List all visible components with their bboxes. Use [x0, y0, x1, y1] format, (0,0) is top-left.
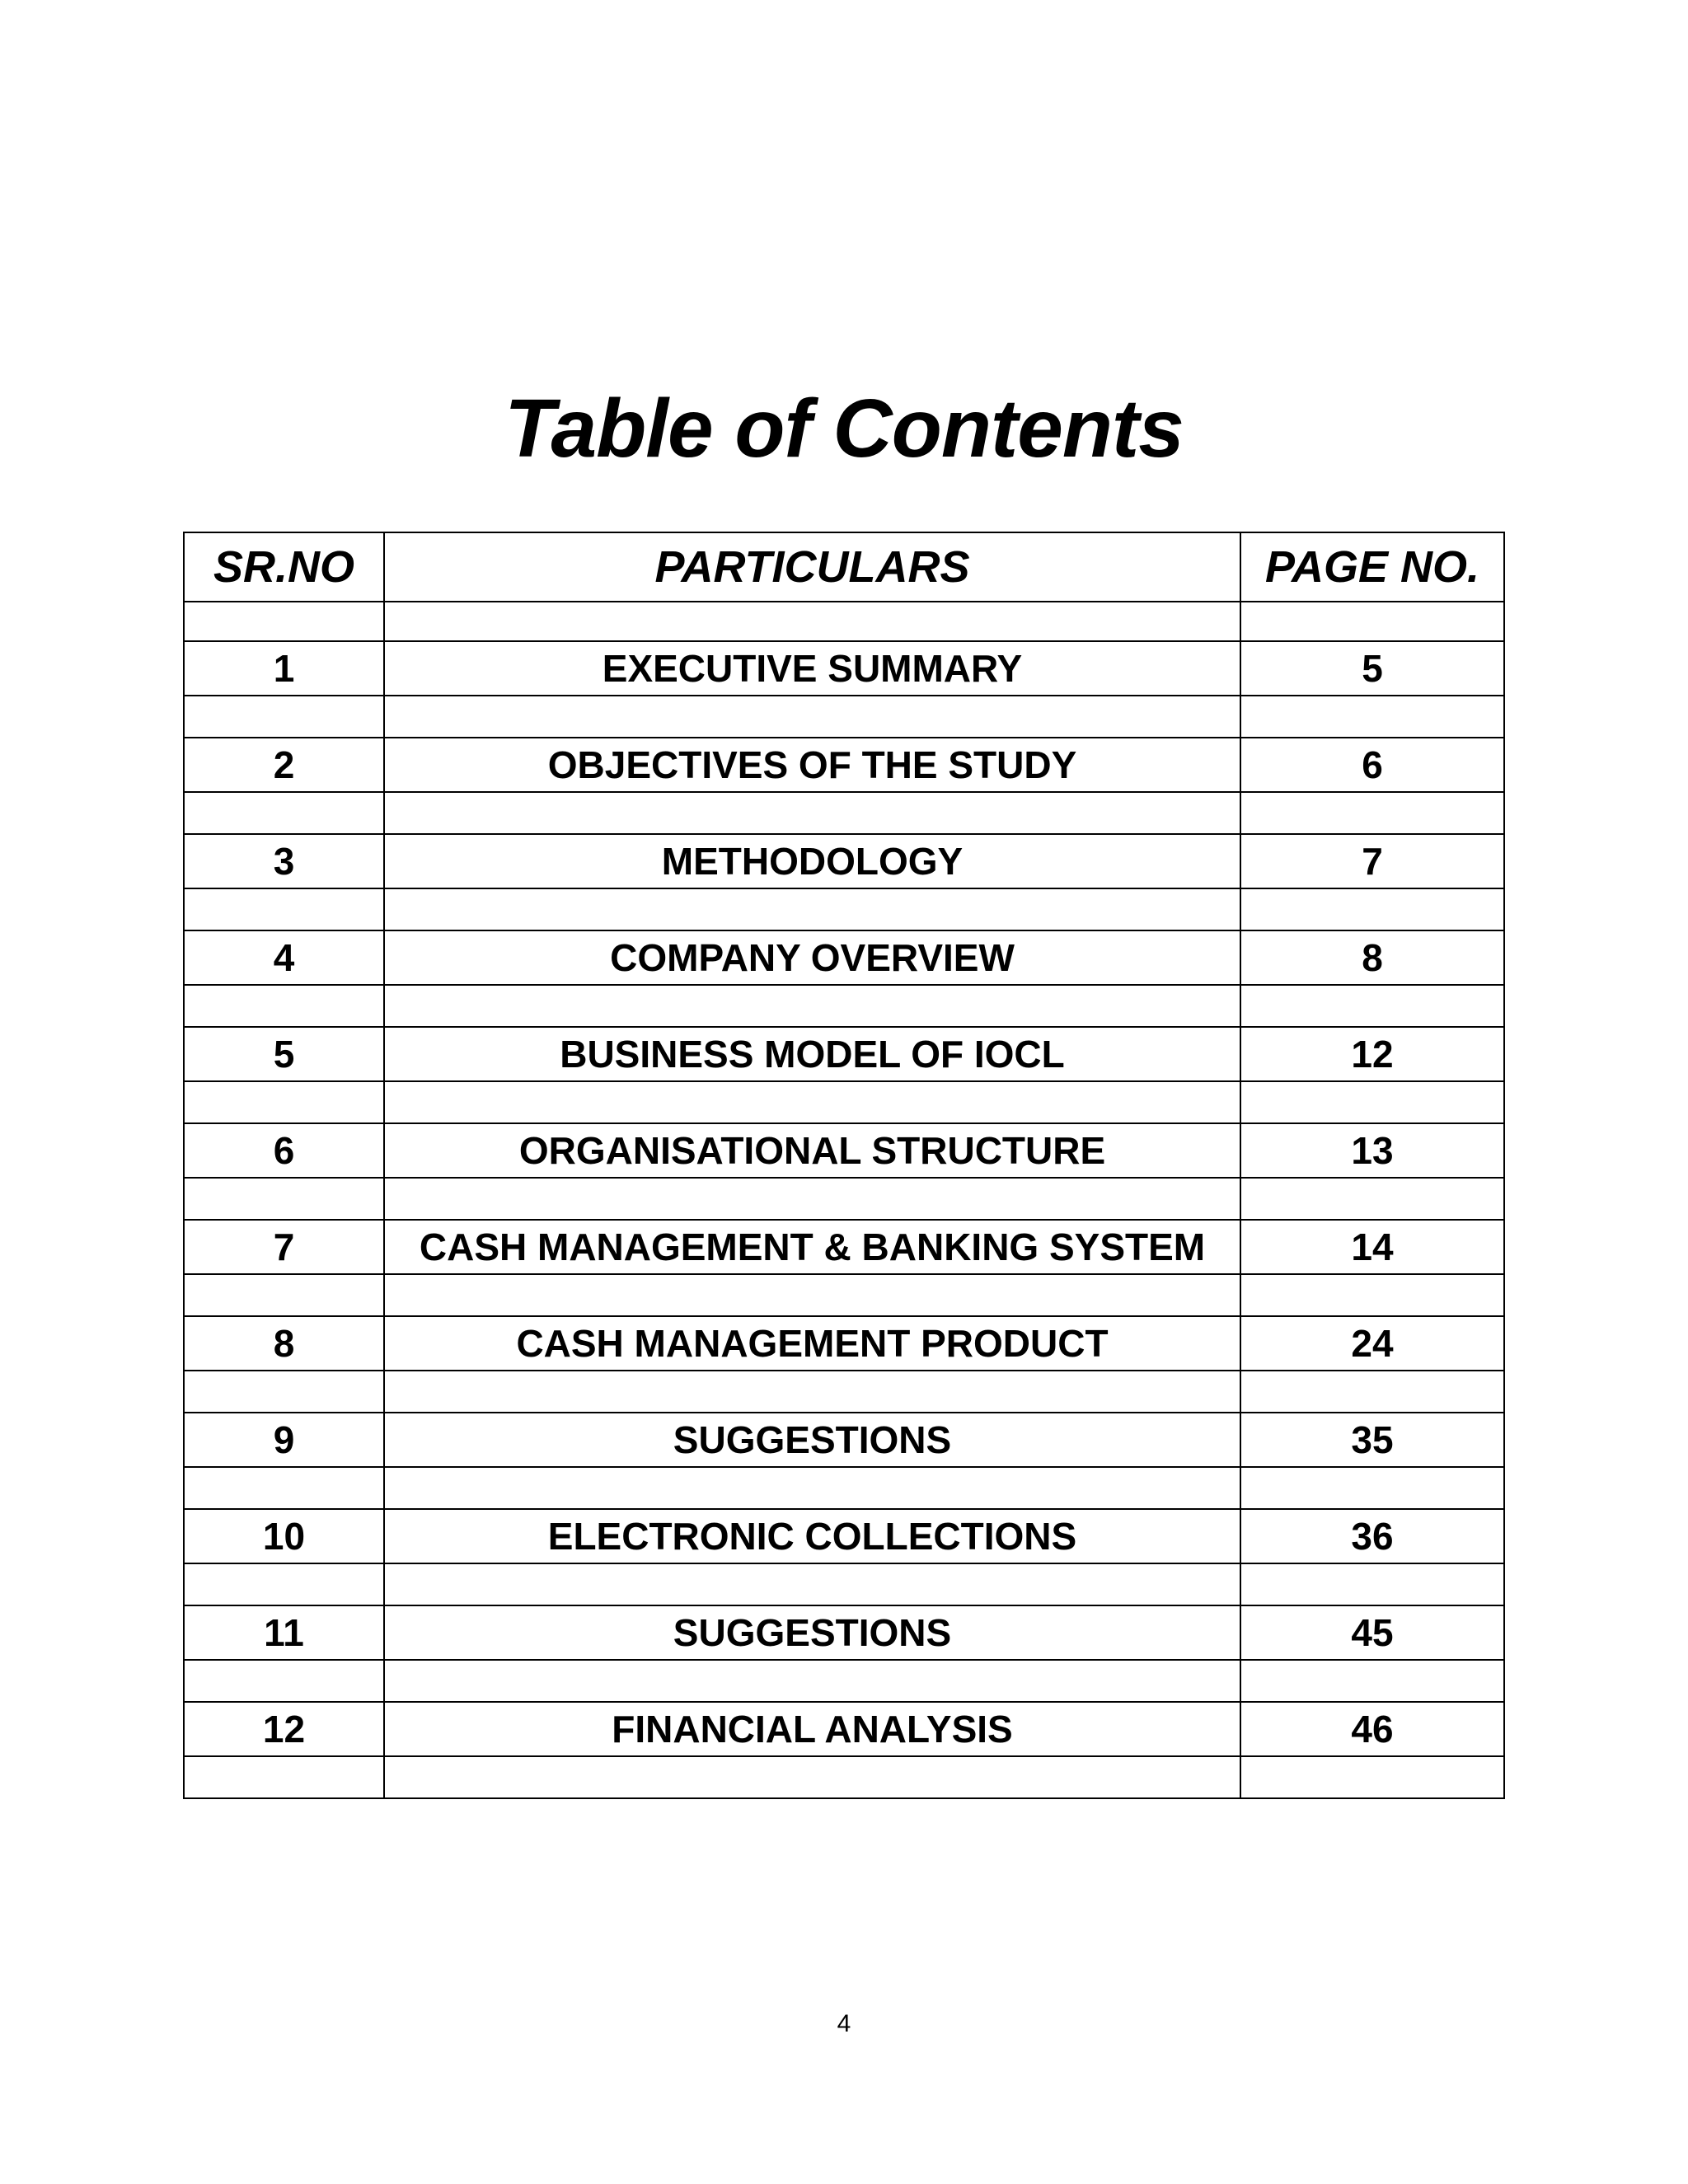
page-no-cell: 14 [1240, 1220, 1504, 1274]
particulars-cell: CASH MANAGEMENT PRODUCT [384, 1316, 1240, 1371]
header-page-no: PAGE NO. [1240, 532, 1504, 602]
header-sr-no: SR.NO [184, 532, 384, 602]
spacer-row [184, 1178, 1504, 1220]
empty-cell [184, 1756, 384, 1798]
page-no-cell: 46 [1240, 1702, 1504, 1756]
sr-no-cell: 10 [184, 1509, 384, 1563]
sr-no-cell: 9 [184, 1413, 384, 1467]
empty-cell [1240, 792, 1504, 834]
page-no-cell: 36 [1240, 1509, 1504, 1563]
table-row [184, 834, 1504, 888]
sr-no-cell: 11 [184, 1605, 384, 1660]
empty-cell [184, 985, 384, 1027]
empty-cell [384, 1178, 1240, 1220]
spacer-row [184, 602, 1504, 641]
empty-cell [1240, 1467, 1504, 1509]
spacer-row [184, 1371, 1504, 1413]
particulars-cell: ELECTRONIC COLLECTIONS [384, 1509, 1240, 1563]
page-number: 4 [837, 2010, 851, 2037]
sr-no-cell: 6 [184, 1123, 384, 1178]
table-row [184, 930, 1504, 985]
empty-cell [184, 792, 384, 834]
empty-cell [384, 1371, 1240, 1413]
sr-no-cell: 5 [184, 1027, 384, 1081]
table-row [184, 1509, 1504, 1563]
empty-cell [384, 602, 1240, 641]
empty-cell [1240, 1081, 1504, 1123]
page-no-cell: 6 [1240, 738, 1504, 792]
spacer-row [184, 1756, 1504, 1798]
page-no-cell: 24 [1240, 1316, 1504, 1371]
table-row [184, 1702, 1504, 1756]
table-row [184, 1605, 1504, 1660]
particulars-cell: SUGGESTIONS [384, 1413, 1240, 1467]
header-particulars: PARTICULARS [384, 532, 1240, 602]
empty-cell [184, 1467, 384, 1509]
empty-cell [184, 1274, 384, 1316]
particulars-cell: METHODOLOGY [384, 834, 1240, 888]
table-row [184, 1220, 1504, 1274]
empty-cell [184, 696, 384, 738]
sr-no-cell: 3 [184, 834, 384, 888]
empty-cell [184, 1371, 384, 1413]
spacer-row [184, 1660, 1504, 1702]
spacer-row [184, 1081, 1504, 1123]
empty-cell [384, 888, 1240, 930]
table-row [184, 1413, 1504, 1467]
empty-cell [384, 792, 1240, 834]
sr-no-cell: 7 [184, 1220, 384, 1274]
empty-cell [384, 1274, 1240, 1316]
particulars-cell: OBJECTIVES OF THE STUDY [384, 738, 1240, 792]
table-body [184, 602, 1504, 1798]
particulars-cell: CASH MANAGEMENT & BANKING SYSTEM [384, 1220, 1240, 1274]
particulars-cell: FINANCIAL ANALYSIS [384, 1702, 1240, 1756]
table-row [184, 641, 1504, 696]
spacer-row [184, 1274, 1504, 1316]
header-row [184, 532, 1504, 602]
empty-cell [1240, 888, 1504, 930]
page-no-cell: 12 [1240, 1027, 1504, 1081]
spacer-row [184, 696, 1504, 738]
empty-cell [384, 1081, 1240, 1123]
empty-cell [184, 888, 384, 930]
empty-cell [1240, 1178, 1504, 1220]
page-no-cell: 5 [1240, 641, 1504, 696]
particulars-cell: SUGGESTIONS [384, 1605, 1240, 1660]
table-row [184, 1123, 1504, 1178]
particulars-cell: ORGANISATIONAL STRUCTURE [384, 1123, 1240, 1178]
empty-cell [384, 1467, 1240, 1509]
empty-cell [384, 1756, 1240, 1798]
empty-cell [1240, 602, 1504, 641]
empty-cell [184, 1563, 384, 1605]
particulars-cell: COMPANY OVERVIEW [384, 930, 1240, 985]
sr-no-cell: 2 [184, 738, 384, 792]
table-row [184, 1316, 1504, 1371]
empty-cell [384, 696, 1240, 738]
spacer-row [184, 1467, 1504, 1509]
page-no-cell: 13 [1240, 1123, 1504, 1178]
empty-cell [1240, 1563, 1504, 1605]
spacer-row [184, 888, 1504, 930]
page-no-cell: 7 [1240, 834, 1504, 888]
sr-no-cell: 8 [184, 1316, 384, 1371]
empty-cell [184, 1660, 384, 1702]
particulars-cell: EXECUTIVE SUMMARY [384, 641, 1240, 696]
empty-cell [1240, 696, 1504, 738]
empty-cell [384, 1660, 1240, 1702]
empty-cell [1240, 1274, 1504, 1316]
sr-no-cell: 1 [184, 641, 384, 696]
table-row [184, 1027, 1504, 1081]
empty-cell [384, 985, 1240, 1027]
page-no-cell: 45 [1240, 1605, 1504, 1660]
empty-cell [184, 1081, 384, 1123]
empty-cell [384, 1563, 1240, 1605]
particulars-cell: BUSINESS MODEL OF IOCL [384, 1027, 1240, 1081]
sr-no-cell: 12 [184, 1702, 384, 1756]
empty-cell [1240, 1756, 1504, 1798]
page-no-cell: 35 [1240, 1413, 1504, 1467]
sr-no-cell: 4 [184, 930, 384, 985]
empty-cell [1240, 1371, 1504, 1413]
table-of-contents [183, 532, 1505, 1799]
table-row [184, 738, 1504, 792]
empty-cell [184, 1178, 384, 1220]
empty-cell [1240, 985, 1504, 1027]
spacer-row [184, 792, 1504, 834]
spacer-row [184, 985, 1504, 1027]
empty-cell [1240, 1660, 1504, 1702]
empty-cell [184, 602, 384, 641]
spacer-row [184, 1563, 1504, 1605]
page-no-cell: 8 [1240, 930, 1504, 985]
page-title: Table of Contents [504, 382, 1184, 475]
